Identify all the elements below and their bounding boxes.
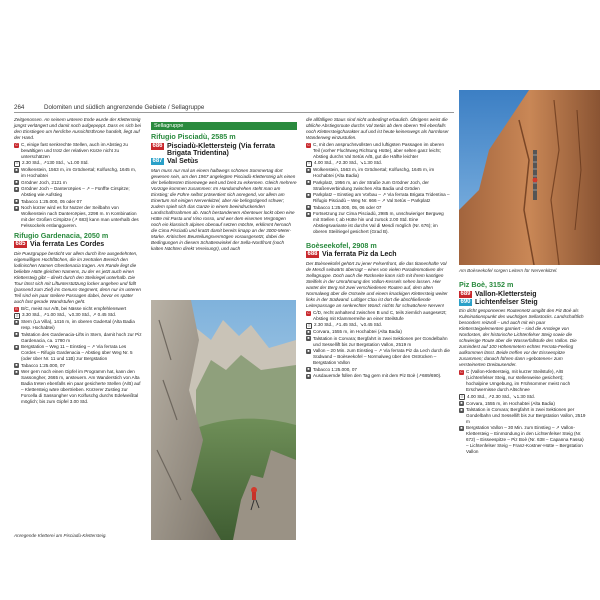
difficulty-icon: B xyxy=(15,306,18,311)
clock-icon: ⏱ xyxy=(307,323,311,328)
route-name: Via ferrata Piz da Lech xyxy=(322,251,397,259)
route-description: Die Puezgruppe besticht vor allem durch ihre ausgedehnten, eigenwilligen Hochflächen, die im zentralen Bereich den lodinischen Namen Gherdenacia tragen. Am Rande liegt die beliebte Hütte gleichen Namens, zu der es jetzt auch einen Klettersteig gibt – direkt durch den Steilriegel unterhalb. Die Tour lässt sich mit Liftunterstützung locker angehen und füllt (passend zum Ziel) ins Genuss-Segment, denn nur im unteren Teil sind ein paar steilere Passagen dabei, bevor es später auch fast gerade Wandstufen geht. xyxy=(14,251,141,305)
header-rule xyxy=(14,112,454,113)
info-text: Wolkenstein, 1563 m, im Grödnertal; Kolfuschg, 1645 m, im Hochabtei xyxy=(21,167,137,179)
tip-icon: ■ xyxy=(15,369,18,374)
route-number-badge: 687 xyxy=(152,158,163,165)
info-item-start xyxy=(14,167,142,179)
climbing-photo-pisciadu xyxy=(151,300,296,540)
info-item-difficulty xyxy=(14,142,142,160)
map-icon: ■ xyxy=(15,363,18,368)
info-item-map xyxy=(306,205,450,211)
info-text: Talstation in Corvara; Bergfahrt in zwei Sektionen per Gondelbahn und Sessellift bis zur Bergstation Vallon, 2519 m xyxy=(466,406,586,424)
info-text: Tabacco 1:25.000, 07 xyxy=(21,362,65,368)
info-text: Tabacco 1:25.000, 05, 06 oder 07 xyxy=(313,204,382,210)
route-heading xyxy=(459,291,586,299)
info-item-start xyxy=(306,329,450,335)
info-item-tip xyxy=(14,369,142,405)
info-text: Bergstation Vallon – 30 Min. zum Einstieg – ↗ Vallon-Klettersteig – Einmündung in den Lichtenfelser Steig (Nr. 672) – Eisseespitze – Piz Boè (Nr. 638 – Capanna Fassa) – Lichtenfelser Steig – Franz-Kostner-Hütte – Bergstation Vallon xyxy=(466,425,584,455)
info-item-tip xyxy=(306,211,450,235)
info-text: C, einige fast senkrechte Stellen, auch im Abstieg zu bewältigen und trotz der relativen Kürze nicht zu unterschätzen xyxy=(21,142,128,159)
landscape-image xyxy=(151,300,296,540)
info-item-route xyxy=(459,425,586,455)
clock-icon: ⏱ xyxy=(460,394,464,399)
route-icon: ■ xyxy=(460,425,463,430)
lift-icon: ■ xyxy=(15,332,18,337)
parking-icon: ■ xyxy=(307,180,310,185)
mountain-heading: Rifugio Gardenacia, 2050 m xyxy=(14,230,109,240)
route-description: Man muss nur mal an einem halbwegs schönen Sommertag dort gewesen sein, um den 1967 angelegten Pisciadù-Klettersteig als einen der beliebtesten Eisenwege weit und breit zu erkennen. Gleich mehrere Vorzüge kommen zusammen: Im Handumdrehen steht man am Einstieg; die Führe selbst präsentiert sich anregend, vor allem am Einertum mit einigen Nervenkitzel, aber nie belingstigend schwer; zudem spielt sich das Ganze in einem beeindruckenden Landschaftsrahmen ab. Nach bestandenem Abenteuer lockt oben eine Hütte mit Pasta und Vino rosso, und wer dem eisernen Vergnügen noch ein klassisch alpines obenauf setzen möchte, erklimmt hernach die Cima Pisciadù und kratzt damit bereits knapp an der 3000-Meter-Marke. Kritisches Beurteilungsvermögen vorausgesetzt, dabei die Bedingungen in diesem Schattenwinkel der Sella-Nordfront (noch kalten Nächten direkt Vereisung!), und auch xyxy=(151,167,297,251)
info-list xyxy=(306,310,450,379)
info-text: B/C, meist nur A/B, bei Nässe nicht empfehlenswert xyxy=(21,306,127,312)
route-description: Ein dicht gesponnenes Routennetz umgibt den Piz Boè als Kulminationspunkt des wuchtigen Sellastocks. Landschaftlich besonders reizvoll – und auch mit ein paar Klettersteigelementen garniert – sind die Anstiege von Nordosten, der historische Lichtenfelser Steig sowie die schwierige Route über die Wasserfallstufe des Vallon. Die zumindest auf 100 Höhenmetern echtes Ferrata-Feeling aufkommen lässt. Beide treffen vor der Eisseespitze zusammen; danach führen dann »gebotenes« zum versteinerten Dreitausender. xyxy=(459,308,584,368)
info-item-tip xyxy=(306,373,450,379)
page-number: 264 xyxy=(14,104,25,111)
rock-wall-image xyxy=(459,90,600,265)
info-item-parking xyxy=(459,407,586,425)
info-list xyxy=(14,142,142,229)
route-number-badge: 685 xyxy=(15,241,26,248)
info-text: 3.30 Std., ↗1.00 Std., ↘0.30 Std., ↗ 0.45 Std. xyxy=(22,312,117,318)
route-heading xyxy=(151,143,297,158)
info-item-time xyxy=(306,322,450,329)
info-item-map xyxy=(14,199,142,205)
photo-caption-right: Am Boèseekofel sorgen Leitern für Nervenkitzel. xyxy=(459,268,558,273)
info-item-map xyxy=(14,363,142,369)
clock-icon: ⏱ xyxy=(307,161,311,166)
info-item-route xyxy=(306,192,450,204)
info-item-time xyxy=(306,160,450,167)
lift-icon: ■ xyxy=(307,336,310,341)
start-point-icon: ■ xyxy=(307,167,310,172)
route-name: Via ferrata Les Cordes xyxy=(30,241,105,249)
info-item-time xyxy=(14,160,142,167)
difficulty-icon: C xyxy=(460,369,463,374)
info-text: 4.00 Std., ↗2.30 Std., ↘1.30 Std. xyxy=(467,393,535,399)
route-name: Val Setùs xyxy=(167,158,199,166)
info-item-start xyxy=(459,401,586,407)
info-item-difficulty xyxy=(306,310,450,322)
route-heading xyxy=(14,241,142,249)
info-text: 4.00 Std., ↗2.30 Std., ↘1.30 Std. xyxy=(314,160,382,166)
route-description: Der Boèseekofel gehört zu jener Felsenfront, die das titanenhafte Val de Mesdì seitwärts überragt – eines von vielen Paradenmotiven der Sellagruppe. Doch auch die Rückseite kann sich mit ihrem kantigen Steilfels in der Umrahmung des Vallon-Kessels sehen lassen. Hier wartet der Berg mit zwei verschiedenen Routen auf, dem alten Normalweg über die Ostseite und einem knackigen Klettersteig weiter links in der Südwand. Luftiger Clou ist dort die abschließende Leiterpassage an senkrechter Wand: nichts für schwächere Nerven! xyxy=(306,261,448,309)
start-point-icon: ■ xyxy=(460,401,463,406)
route-name: Lichtenfelser Steig xyxy=(475,298,538,306)
info-item-parking xyxy=(14,332,142,344)
route-icon: ■ xyxy=(307,348,310,353)
info-item-start xyxy=(14,319,142,331)
info-text: Bergstation – Weg 11 – Einstieg – ↗ Via ferrata Les Cordes – Rifugio Gardenacia – Abstieg über Weg Nr. 5 (oder über Nr. 11 und 11B) zur Bergstation xyxy=(21,344,133,362)
route-name: Pisciadù-Klettersteig (Via ferrata Brigata Tridentina) xyxy=(167,142,276,158)
info-text: Parkplatz, 1956 m, an der Straße zum Grödner Joch, der Straßenverbindung zwischen Alta Badia und Gröden xyxy=(313,179,429,191)
info-text: Stern (La Villa), 1416 m, im oberen Gadertal (Alta Badia resp. Hochabtei) xyxy=(21,319,135,331)
start-point-icon: ■ xyxy=(307,330,310,334)
map-icon: ■ xyxy=(307,205,310,210)
info-text: Fortsetzung zur Cima Pisciadù, 2985 m, unschwieriger Bergweg mit Stellen I; ab Hütte hin und zurück 2.00 Std. Eine Abstiegsvariante ist durchs Val di Mesdì möglich (Nr. 676); im oberen Steilriegel gesichert (Grad B). xyxy=(313,210,444,234)
route-number-badge: 690 xyxy=(460,298,471,305)
intro-paragraph: Zeitgenossen. An seinem unteren Ende wurde der Klettersteig jüngst verlängert und damit noch aufgepeppt. Dass es sich bei den Einstiegen um herrliche Aussichtsthrone handelt, liegt auf der Hand. xyxy=(14,117,141,140)
route-icon: ■ xyxy=(15,186,18,191)
info-item-parking xyxy=(14,180,142,186)
info-text: Vallon – 20 Min. zum Einstieg – ↗ Via ferrata Piz da Lech durch die Südwand – Boèseekofel – Normalweg über den Ostrücken – Bergstation Vallon xyxy=(313,348,450,366)
info-item-parking xyxy=(306,336,450,348)
column-4 xyxy=(459,278,586,456)
info-text: 2.30 Std., ↗1.45 Std., ↘0.45 Std. xyxy=(314,322,382,328)
info-item-tip xyxy=(14,205,142,229)
info-list xyxy=(14,306,142,405)
info-text: Talstation des Gardenacia-Lifts in Stern, damit hoch zur Piz Gardenacia, ca. 1780 m xyxy=(21,331,142,343)
info-item-difficulty xyxy=(306,142,450,160)
page-header xyxy=(14,104,464,111)
info-text: Corvara, 1555 m, im Hochabtei (Alta Badia) xyxy=(313,329,402,335)
info-text: Tabacco 1:25.000, 07 xyxy=(313,366,357,372)
photo-caption-left: Anregende Kletterei am Pisciadù-Klettersteig. xyxy=(14,533,107,538)
climbing-photo-boeseekofel xyxy=(459,90,600,265)
start-point-icon: ■ xyxy=(15,167,18,172)
info-text: Tabacco 1:25.000, 05 oder 07 xyxy=(21,198,82,204)
info-text: Parkplatz – Einstieg am Vorbau – ↗ Via ferrata Brigata Tridentina – Rifugio Pisciadù – Weg Nr. 666 – ↗ Val Setùs – Parkplatz xyxy=(313,192,450,204)
column-3 xyxy=(306,117,450,379)
info-text: Ausdauernde füllen den Tag gern mit dem Piz Boè (↗689/690). xyxy=(313,372,442,378)
mountain-heading: Boèseekofel, 2908 m xyxy=(306,240,377,250)
mountain-heading: Piz Boè, 3152 m xyxy=(459,280,514,289)
clock-icon: ⏱ xyxy=(15,161,19,166)
route-name: Vallon-Klettersteig xyxy=(475,290,537,298)
parking-icon: ■ xyxy=(15,180,18,185)
map-icon: ■ xyxy=(15,199,18,204)
column-2 xyxy=(151,122,297,253)
difficulty-icon: C xyxy=(307,142,310,147)
difficulty-icon: C xyxy=(307,310,310,315)
tip-icon: ■ xyxy=(15,205,18,210)
info-text: Corvara, 1555 m, im Hochabtei (Alta Badia) xyxy=(466,400,555,406)
route-number-badge: 689 xyxy=(460,290,471,297)
info-item-difficulty xyxy=(459,369,586,393)
info-text: Noch kürzer wird es für Nutzer der Seilbahn von Wolkenstein nach Dantercëpies, 2298 m. In Kombination mit der Großen Cirspitze (↗ 683) kann man unterhalb des Felssockels entlanggueren. xyxy=(21,204,139,228)
info-item-start xyxy=(306,167,450,179)
lift-icon: ■ xyxy=(460,407,463,412)
column-1 xyxy=(14,117,142,405)
info-text: 2.30 Std., ↗130 Std., ↘1.00 Std. xyxy=(22,160,89,166)
route-icon: ■ xyxy=(15,344,18,349)
info-item-difficulty xyxy=(14,306,142,312)
info-item-time xyxy=(14,312,142,319)
info-text: Grödner Joch, 2121 m xyxy=(21,179,67,185)
route-heading xyxy=(151,158,297,166)
info-text: C (Vallon-Klettersteig, mit kurzer Steilstufe), A/B (Lichtenfelser Steig, nur stellenweise gesichert); hochalpine Umgebung, im Frühsommer meist noch Erschwernisse durch Altschnee xyxy=(466,369,571,393)
difficulty-icon: C xyxy=(15,142,18,147)
tip-icon: ■ xyxy=(307,211,310,216)
route-number-badge: 688 xyxy=(307,251,318,258)
info-item-parking xyxy=(306,180,450,192)
info-list xyxy=(459,369,586,455)
route-icon: ■ xyxy=(307,192,310,197)
intro-paragraph: die allfälligen Staus sind nicht unbedingt erbaulich. Übrigens weist die übliche Abstiegsroute durchs Val Setùs ab dem oberen Teil ebenfalls noch Klettersteigcharakter auf und ist heute keineswegs als harmloser Wanderweg einzustufen. xyxy=(306,117,449,140)
route-heading xyxy=(459,299,586,307)
route-number-badge: 686 xyxy=(152,142,163,149)
mountain-heading: Rifugio Pisciadù, 2585 m xyxy=(151,132,236,141)
start-point-icon: ■ xyxy=(15,320,18,324)
info-text: Grödner Joch – Dantercëpies – ↗ – Fünffte Cirspitze; Abstieg wie Aufstieg xyxy=(21,186,130,198)
info-text: Wolkenstein, 1563 m, im Grödnertal; Kolfuschg, 1645 m, im Hochabtei (Alta Badia) xyxy=(313,167,435,179)
clock-icon: ⏱ xyxy=(15,313,19,318)
info-list xyxy=(306,142,450,235)
info-item-route xyxy=(14,344,142,362)
info-text: C, mit den anspruchsvollsten und luftigsten Passagen im oberen Teil (vorher Fluchtweg Richtung Hütte), aber selten ganz leicht; Abstieg durchs Val Setùs A/B, gut die Hälfte leichter xyxy=(313,142,444,159)
info-text: C/D, recht anhaltend zwischen B und C, teils ziemlich ausgesetzt; Abstieg mit Klammerreihe an einer Steilstufe xyxy=(313,310,447,322)
info-item-route xyxy=(306,348,450,366)
tip-icon: ■ xyxy=(307,373,310,378)
info-text: Talstation in Corvara; Bergfahrt in zwei Sektionen per Gondelbahn und Sessellift bis zur Bergstation Vallon, 2519 m xyxy=(313,335,448,347)
info-text: Wer gern noch einen Gipfel im Programm hat, kann den Sassongher, 2665 m, ansteuern. Am Wanderstich von Alta Badia treten ebenfalls ein paar gesicherte Stellen (A/B) auf – Klettersteig wäre übertrieben. Kürzerer Zustieg zur Forcella di Sassongher von Kolfuschg durchs Edelweißtal möglich; bis zum Gipfel 3.00 Std. xyxy=(21,368,141,404)
info-item-route xyxy=(14,186,142,198)
route-heading xyxy=(306,251,450,259)
page-header-title: Dolomiten und südlich angrenzende Gebiete / Sellagruppe xyxy=(44,104,205,111)
info-item-time xyxy=(459,394,586,401)
info-item-map xyxy=(306,367,450,373)
map-icon: ■ xyxy=(307,367,310,372)
group-banner: Sellagruppe xyxy=(151,122,297,130)
